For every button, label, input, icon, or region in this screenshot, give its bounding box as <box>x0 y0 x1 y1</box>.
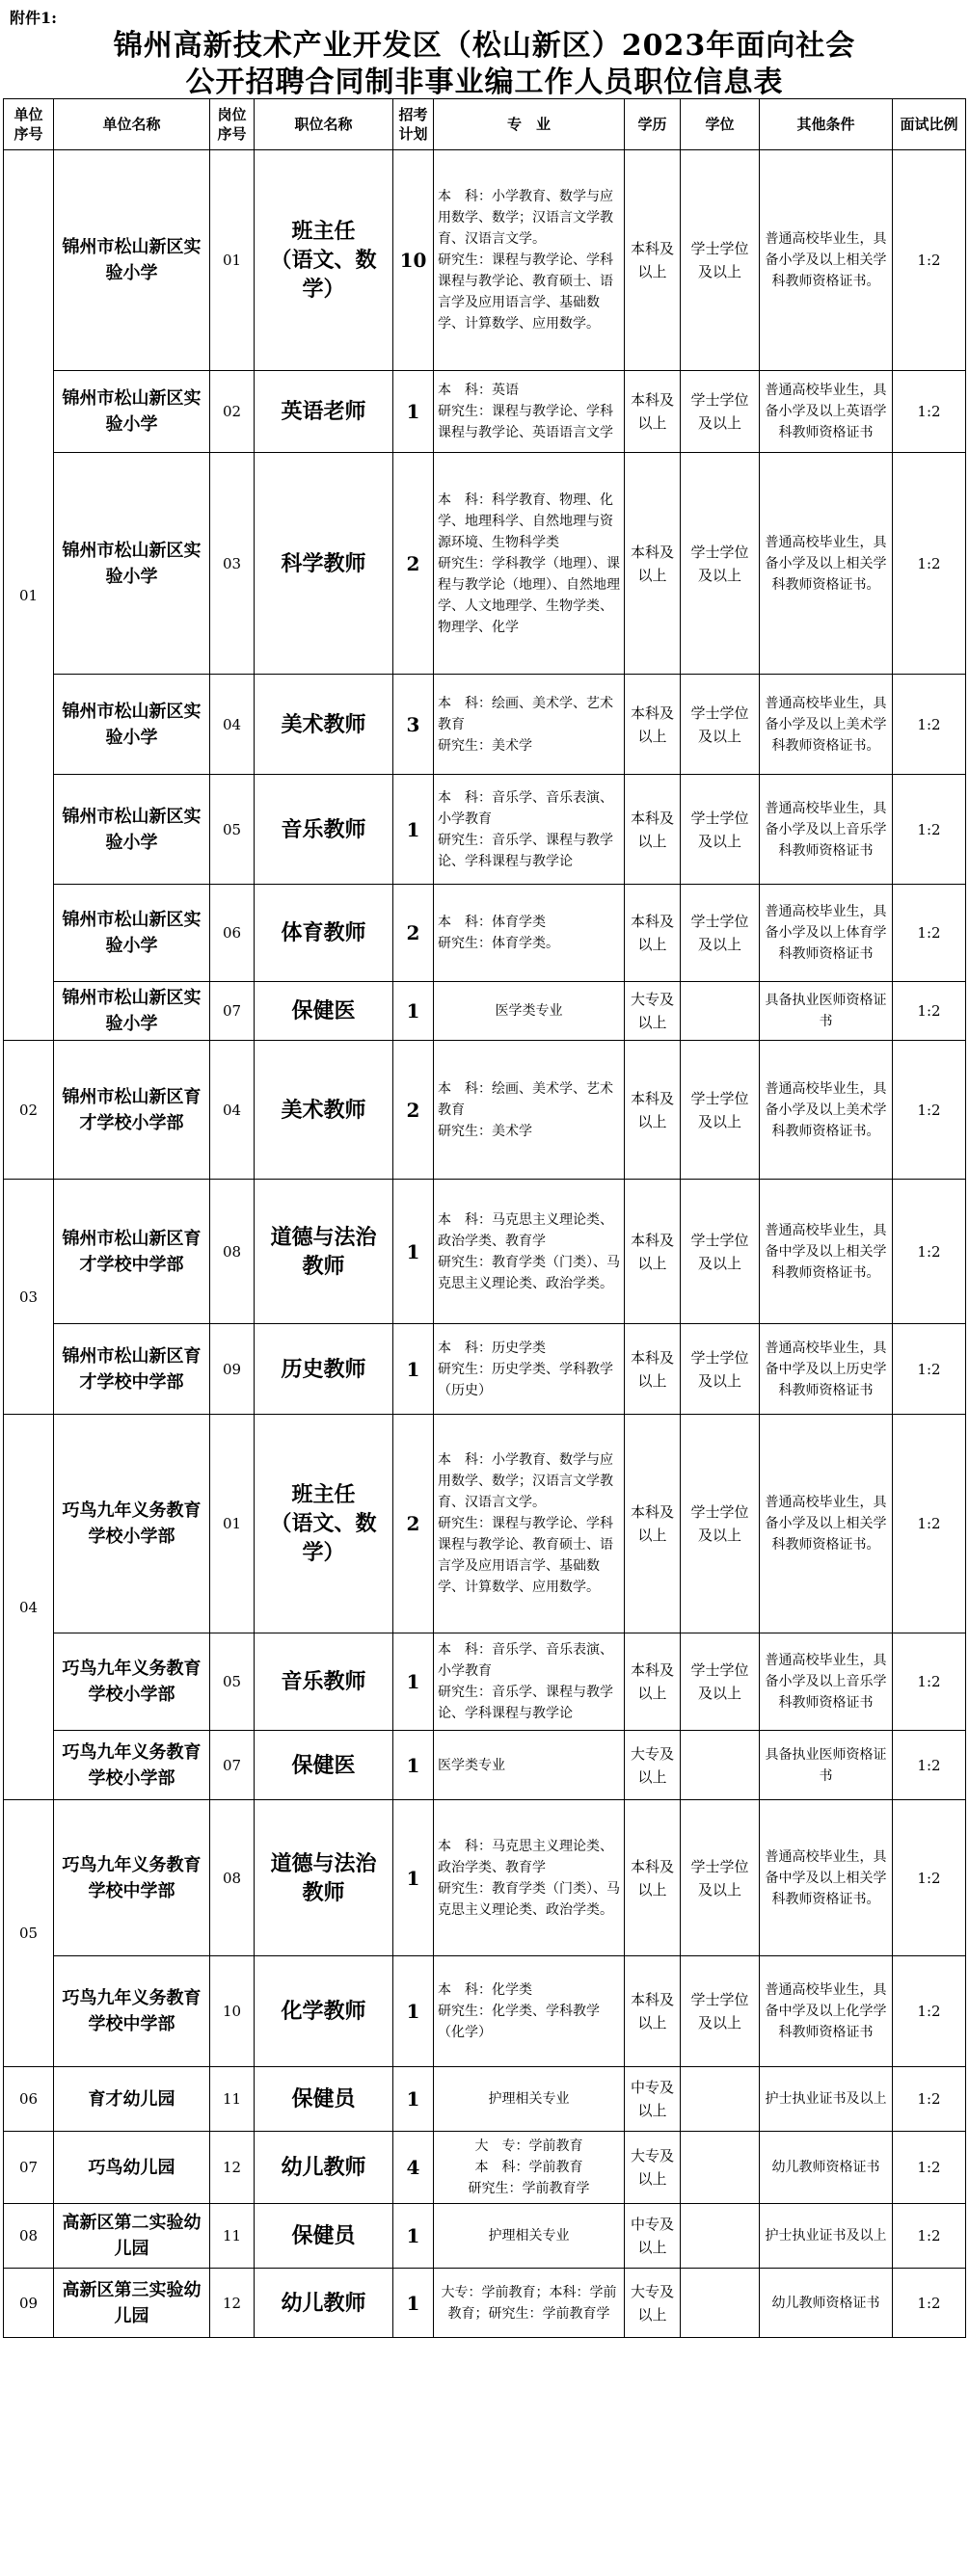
header-major: 专 业 <box>434 99 625 150</box>
post-name-cell: 音乐教师 <box>255 1633 393 1731</box>
plan-cell: 10 <box>393 150 434 371</box>
education-cell: 本科及以上 <box>625 1956 681 2067</box>
ratio-cell: 1:2 <box>893 1180 966 1324</box>
post-no-cell: 01 <box>210 150 255 371</box>
degree-cell <box>681 2204 760 2269</box>
other-conditions-cell: 幼儿教师资格证书 <box>760 2132 893 2204</box>
ratio-cell: 1:2 <box>893 2067 966 2132</box>
post-name-cell: 体育教师 <box>255 885 393 982</box>
education-cell: 中专及以上 <box>625 2067 681 2132</box>
page-title-line-1: 锦州高新技术产业开发区（松山新区）2023年面向社会 <box>113 29 856 63</box>
post-no-cell: 09 <box>210 1324 255 1415</box>
plan-cell: 2 <box>393 1041 434 1180</box>
post-no-cell: 07 <box>210 982 255 1041</box>
plan-cell: 4 <box>393 2132 434 2204</box>
ratio-cell: 1:2 <box>893 1324 966 1415</box>
education-cell: 本科及以上 <box>625 675 681 775</box>
post-no-cell: 05 <box>210 1633 255 1731</box>
education-cell: 本科及以上 <box>625 1633 681 1731</box>
degree-cell: 学士学位及以上 <box>681 1633 760 1731</box>
major-cell: 本 科：化学类 研究生：化学类、学科教学（化学） <box>434 1956 625 2067</box>
table-row <box>4 1633 966 1731</box>
major-cell: 护理相关专业 <box>434 2204 625 2269</box>
degree-cell <box>681 982 760 1041</box>
post-no-cell: 12 <box>210 2269 255 2338</box>
post-no-cell: 07 <box>210 1731 255 1800</box>
table-row <box>4 2204 966 2269</box>
plan-cell: 1 <box>393 982 434 1041</box>
unit-no-cell: 07 <box>4 2132 54 2204</box>
unit-name-cell: 锦州市松山新区实验小学 <box>54 885 210 982</box>
table-row <box>4 1731 966 1800</box>
degree-cell <box>681 2269 760 2338</box>
other-conditions-cell: 普通高校毕业生，具备小学及以上音乐学科教师资格证书 <box>760 775 893 885</box>
post-name-cell: 保健员 <box>255 2067 393 2132</box>
education-cell: 本科及以上 <box>625 150 681 371</box>
plan-cell: 1 <box>393 2269 434 2338</box>
attachment-label: 附件1: <box>10 9 58 27</box>
post-name-cell: 保健员 <box>255 2204 393 2269</box>
major-cell: 本 科：绘画、美术学、艺术教育 研究生：美术学 <box>434 1041 625 1180</box>
table-row <box>4 371 966 453</box>
unit-name-cell: 巧鸟九年义务教育学校小学部 <box>54 1633 210 1731</box>
education-cell: 大专及以上 <box>625 2132 681 2204</box>
post-name-cell: 道德与法治 教师 <box>255 1180 393 1324</box>
major-cell: 护理相关专业 <box>434 2067 625 2132</box>
education-cell: 本科及以上 <box>625 1324 681 1415</box>
unit-no-cell: 04 <box>4 1415 54 1800</box>
plan-cell: 1 <box>393 2204 434 2269</box>
post-name-cell: 化学教师 <box>255 1956 393 2067</box>
table-body <box>4 150 966 2338</box>
unit-no-cell: 02 <box>4 1041 54 1180</box>
header-education: 学历 <box>625 99 681 150</box>
post-name-cell: 保健医 <box>255 982 393 1041</box>
plan-cell: 1 <box>393 2067 434 2132</box>
major-cell: 本 科：小学教育、数学与应用数学、数学；汉语言文学教育、汉语言文学。 研究生：课程与教学论、学科课程与教学论、教育硕士、语言学及应用语言学、基础数学、计算数学、应用数学。 <box>434 150 625 371</box>
post-no-cell: 08 <box>210 1800 255 1956</box>
ratio-cell: 1:2 <box>893 1415 966 1633</box>
post-no-cell: 11 <box>210 2067 255 2132</box>
other-conditions-cell: 普通高校毕业生，具备小学及以上音乐学科教师资格证书 <box>760 1633 893 1731</box>
ratio-cell: 1:2 <box>893 1731 966 1800</box>
ratio-cell: 1:2 <box>893 982 966 1041</box>
other-conditions-cell: 普通高校毕业生，具备小学及以上美术学科教师资格证书。 <box>760 675 893 775</box>
post-name-cell: 道德与法治 教师 <box>255 1800 393 1956</box>
degree-cell: 学士学位及以上 <box>681 885 760 982</box>
education-cell: 大专及以上 <box>625 1731 681 1800</box>
ratio-cell: 1:2 <box>893 371 966 453</box>
unit-no-cell: 09 <box>4 2269 54 2338</box>
other-conditions-cell: 护士执业证书及以上 <box>760 2067 893 2132</box>
post-no-cell: 04 <box>210 675 255 775</box>
other-conditions-cell: 护士执业证书及以上 <box>760 2204 893 2269</box>
other-conditions-cell: 普通高校毕业生，具备小学及以上体育学科教师资格证书 <box>760 885 893 982</box>
other-conditions-cell: 普通高校毕业生，具备小学及以上相关学科教师资格证书。 <box>760 150 893 371</box>
table-row <box>4 2132 966 2204</box>
other-conditions-cell: 普通高校毕业生，具备中学及以上相关学科教师资格证书。 <box>760 1800 893 1956</box>
plan-cell: 2 <box>393 453 434 675</box>
post-no-cell: 01 <box>210 1415 255 1633</box>
other-conditions-cell: 普通高校毕业生，具备中学及以上化学学科教师资格证书 <box>760 1956 893 2067</box>
header-other: 其他条件 <box>760 99 893 150</box>
ratio-cell: 1:2 <box>893 885 966 982</box>
table-row <box>4 150 966 371</box>
ratio-cell: 1:2 <box>893 1800 966 1956</box>
other-conditions-cell: 幼儿教师资格证书 <box>760 2269 893 2338</box>
table-row <box>4 675 966 775</box>
education-cell: 本科及以上 <box>625 775 681 885</box>
major-cell: 本 科：马克思主义理论类、政治学类、教育学 研究生：教育学类（门类）、马克思主义理论类、政治学类。 <box>434 1800 625 1956</box>
post-name-cell: 班主任 （语文、数学） <box>255 150 393 371</box>
job-info-table <box>3 98 966 2338</box>
major-cell: 本 科：音乐学、音乐表演、小学教育 研究生：音乐学、课程与教学论、学科课程与教学论 <box>434 775 625 885</box>
major-cell: 大 专：学前教育 本 科：学前教育 研究生：学前教育学 <box>434 2132 625 2204</box>
plan-cell: 1 <box>393 1956 434 2067</box>
plan-cell: 1 <box>393 1800 434 1956</box>
unit-no-cell: 08 <box>4 2204 54 2269</box>
header-degree: 学位 <box>681 99 760 150</box>
post-name-cell: 历史教师 <box>255 1324 393 1415</box>
degree-cell: 学士学位及以上 <box>681 1041 760 1180</box>
post-name-cell: 班主任 （语文、数学） <box>255 1415 393 1633</box>
education-cell: 本科及以上 <box>625 453 681 675</box>
education-cell: 本科及以上 <box>625 1800 681 1956</box>
post-no-cell: 12 <box>210 2132 255 2204</box>
table-row <box>4 2067 966 2132</box>
table-row <box>4 982 966 1041</box>
header-post-name: 职位名称 <box>255 99 393 150</box>
education-cell: 大专及以上 <box>625 982 681 1041</box>
other-conditions-cell: 普通高校毕业生，具备中学及以上相关学科教师资格证书。 <box>760 1180 893 1324</box>
ratio-cell: 1:2 <box>893 1041 966 1180</box>
other-conditions-cell: 普通高校毕业生，具备小学及以上相关学科教师资格证书。 <box>760 1415 893 1633</box>
table-row <box>4 1041 966 1180</box>
post-name-cell: 音乐教师 <box>255 775 393 885</box>
post-name-cell: 幼儿教师 <box>255 2132 393 2204</box>
major-cell: 本 科：科学教育、物理、化学、地理科学、自然地理与资源环境、生物科学类 研究生：学科教学（地理）、课程与教学论（地理）、自然地理学、人文地理学、生物学类、物理学、化学 <box>434 453 625 675</box>
table-row <box>4 453 966 675</box>
other-conditions-cell: 具备执业医师资格证书 <box>760 1731 893 1800</box>
header-unit-name: 单位名称 <box>54 99 210 150</box>
major-cell: 本 科：小学教育、数学与应用数学、数学；汉语言文学教育、汉语言文学。 研究生：课程与教学论、学科课程与教学论、教育硕士、语言学及应用语言学、基础数学、计算数学、应用数学。 <box>434 1415 625 1633</box>
major-cell: 医学类专业 <box>434 982 625 1041</box>
ratio-cell: 1:2 <box>893 2269 966 2338</box>
other-conditions-cell: 普通高校毕业生，具备中学及以上历史学科教师资格证书 <box>760 1324 893 1415</box>
post-no-cell: 08 <box>210 1180 255 1324</box>
ratio-cell: 1:2 <box>893 775 966 885</box>
unit-name-cell: 巧鸟九年义务教育学校中学部 <box>54 1800 210 1956</box>
header-unit-no: 单位序号 <box>4 99 54 150</box>
ratio-cell: 1:2 <box>893 1956 966 2067</box>
education-cell: 本科及以上 <box>625 885 681 982</box>
unit-no-cell: 01 <box>4 150 54 1041</box>
degree-cell <box>681 1731 760 1800</box>
header-ratio: 面试比例 <box>893 99 966 150</box>
unit-name-cell: 高新区第三实验幼儿园 <box>54 2269 210 2338</box>
major-cell: 本 科：绘画、美术学、艺术教育 研究生：美术学 <box>434 675 625 775</box>
education-cell: 本科及以上 <box>625 1041 681 1180</box>
ratio-cell: 1:2 <box>893 675 966 775</box>
post-name-cell: 美术教师 <box>255 1041 393 1180</box>
post-name-cell: 保健医 <box>255 1731 393 1800</box>
major-cell: 本 科：马克思主义理论类、政治学类、教育学 研究生：教育学类（门类）、马克思主义理论类、政治学类。 <box>434 1180 625 1324</box>
degree-cell: 学士学位及以上 <box>681 775 760 885</box>
education-cell: 中专及以上 <box>625 2204 681 2269</box>
plan-cell: 1 <box>393 1324 434 1415</box>
unit-no-cell: 06 <box>4 2067 54 2132</box>
major-cell: 医学类专业 <box>434 1731 625 1800</box>
plan-cell: 3 <box>393 675 434 775</box>
major-cell: 大专：学前教育；本科：学前教育；研究生：学前教育学 <box>434 2269 625 2338</box>
education-cell: 本科及以上 <box>625 371 681 453</box>
post-no-cell: 11 <box>210 2204 255 2269</box>
degree-cell <box>681 2132 760 2204</box>
degree-cell: 学士学位及以上 <box>681 150 760 371</box>
unit-name-cell: 高新区第二实验幼儿园 <box>54 2204 210 2269</box>
table-row <box>4 1180 966 1324</box>
post-no-cell: 04 <box>210 1041 255 1180</box>
unit-name-cell: 锦州市松山新区育才学校小学部 <box>54 1041 210 1180</box>
table-row <box>4 1800 966 1956</box>
degree-cell: 学士学位及以上 <box>681 1956 760 2067</box>
other-conditions-cell: 普通高校毕业生，具备小学及以上英语学科教师资格证书 <box>760 371 893 453</box>
post-name-cell: 幼儿教师 <box>255 2269 393 2338</box>
unit-no-cell: 05 <box>4 1800 54 2067</box>
post-name-cell: 美术教师 <box>255 675 393 775</box>
unit-name-cell: 巧鸟幼儿园 <box>54 2132 210 2204</box>
education-cell: 大专及以上 <box>625 2269 681 2338</box>
table-row <box>4 2269 966 2338</box>
post-no-cell: 02 <box>210 371 255 453</box>
education-cell: 本科及以上 <box>625 1415 681 1633</box>
unit-name-cell: 锦州市松山新区育才学校中学部 <box>54 1180 210 1324</box>
unit-name-cell: 锦州市松山新区实验小学 <box>54 982 210 1041</box>
unit-name-cell: 巧鸟九年义务教育学校小学部 <box>54 1415 210 1633</box>
plan-cell: 1 <box>393 775 434 885</box>
unit-name-cell: 锦州市松山新区实验小学 <box>54 371 210 453</box>
degree-cell: 学士学位及以上 <box>681 1415 760 1633</box>
unit-name-cell: 育才幼儿园 <box>54 2067 210 2132</box>
post-name-cell: 科学教师 <box>255 453 393 675</box>
other-conditions-cell: 普通高校毕业生，具备小学及以上相关学科教师资格证书。 <box>760 453 893 675</box>
degree-cell: 学士学位及以上 <box>681 675 760 775</box>
ratio-cell: 1:2 <box>893 150 966 371</box>
table-row <box>4 1415 966 1633</box>
table-row <box>4 1956 966 2067</box>
plan-cell: 1 <box>393 1731 434 1800</box>
major-cell: 本 科：体育学类 研究生：体育学类。 <box>434 885 625 982</box>
unit-name-cell: 锦州市松山新区实验小学 <box>54 150 210 371</box>
degree-cell: 学士学位及以上 <box>681 1800 760 1956</box>
degree-cell <box>681 2067 760 2132</box>
plan-cell: 1 <box>393 1180 434 1324</box>
degree-cell: 学士学位及以上 <box>681 371 760 453</box>
plan-cell: 2 <box>393 1415 434 1633</box>
ratio-cell: 1:2 <box>893 2132 966 2204</box>
ratio-cell: 1:2 <box>893 1633 966 1731</box>
degree-cell: 学士学位及以上 <box>681 453 760 675</box>
header-post-no: 岗位序号 <box>210 99 255 150</box>
plan-cell: 1 <box>393 371 434 453</box>
unit-name-cell: 巧鸟九年义务教育学校小学部 <box>54 1731 210 1800</box>
post-no-cell: 05 <box>210 775 255 885</box>
unit-name-cell: 锦州市松山新区实验小学 <box>54 775 210 885</box>
degree-cell: 学士学位及以上 <box>681 1180 760 1324</box>
other-conditions-cell: 具备执业医师资格证书 <box>760 982 893 1041</box>
degree-cell: 学士学位及以上 <box>681 1324 760 1415</box>
post-no-cell: 03 <box>210 453 255 675</box>
post-no-cell: 06 <box>210 885 255 982</box>
major-cell: 本 科：音乐学、音乐表演、小学教育 研究生：音乐学、课程与教学论、学科课程与教学论 <box>434 1633 625 1731</box>
education-cell: 本科及以上 <box>625 1180 681 1324</box>
unit-name-cell: 巧鸟九年义务教育学校中学部 <box>54 1956 210 2067</box>
table-row <box>4 1324 966 1415</box>
major-cell: 本 科：历史学类 研究生：历史学类、学科教学（历史） <box>434 1324 625 1415</box>
unit-name-cell: 锦州市松山新区实验小学 <box>54 675 210 775</box>
header-plan: 招考计划 <box>393 99 434 150</box>
table-row <box>4 885 966 982</box>
unit-name-cell: 锦州市松山新区实验小学 <box>54 453 210 675</box>
major-cell: 本 科：英语 研究生：课程与教学论、学科课程与教学论、英语语言文学 <box>434 371 625 453</box>
unit-no-cell: 03 <box>4 1180 54 1415</box>
ratio-cell: 1:2 <box>893 2204 966 2269</box>
unit-name-cell: 锦州市松山新区育才学校中学部 <box>54 1324 210 1415</box>
other-conditions-cell: 普通高校毕业生，具备小学及以上美术学科教师资格证书。 <box>760 1041 893 1180</box>
table-row <box>4 775 966 885</box>
plan-cell: 1 <box>393 1633 434 1731</box>
post-no-cell: 10 <box>210 1956 255 2067</box>
page-title-line-2: 公开招聘合同制非事业编工作人员职位信息表 <box>185 66 784 99</box>
plan-cell: 2 <box>393 885 434 982</box>
post-name-cell: 英语老师 <box>255 371 393 453</box>
header-row <box>4 99 966 150</box>
ratio-cell: 1:2 <box>893 453 966 675</box>
